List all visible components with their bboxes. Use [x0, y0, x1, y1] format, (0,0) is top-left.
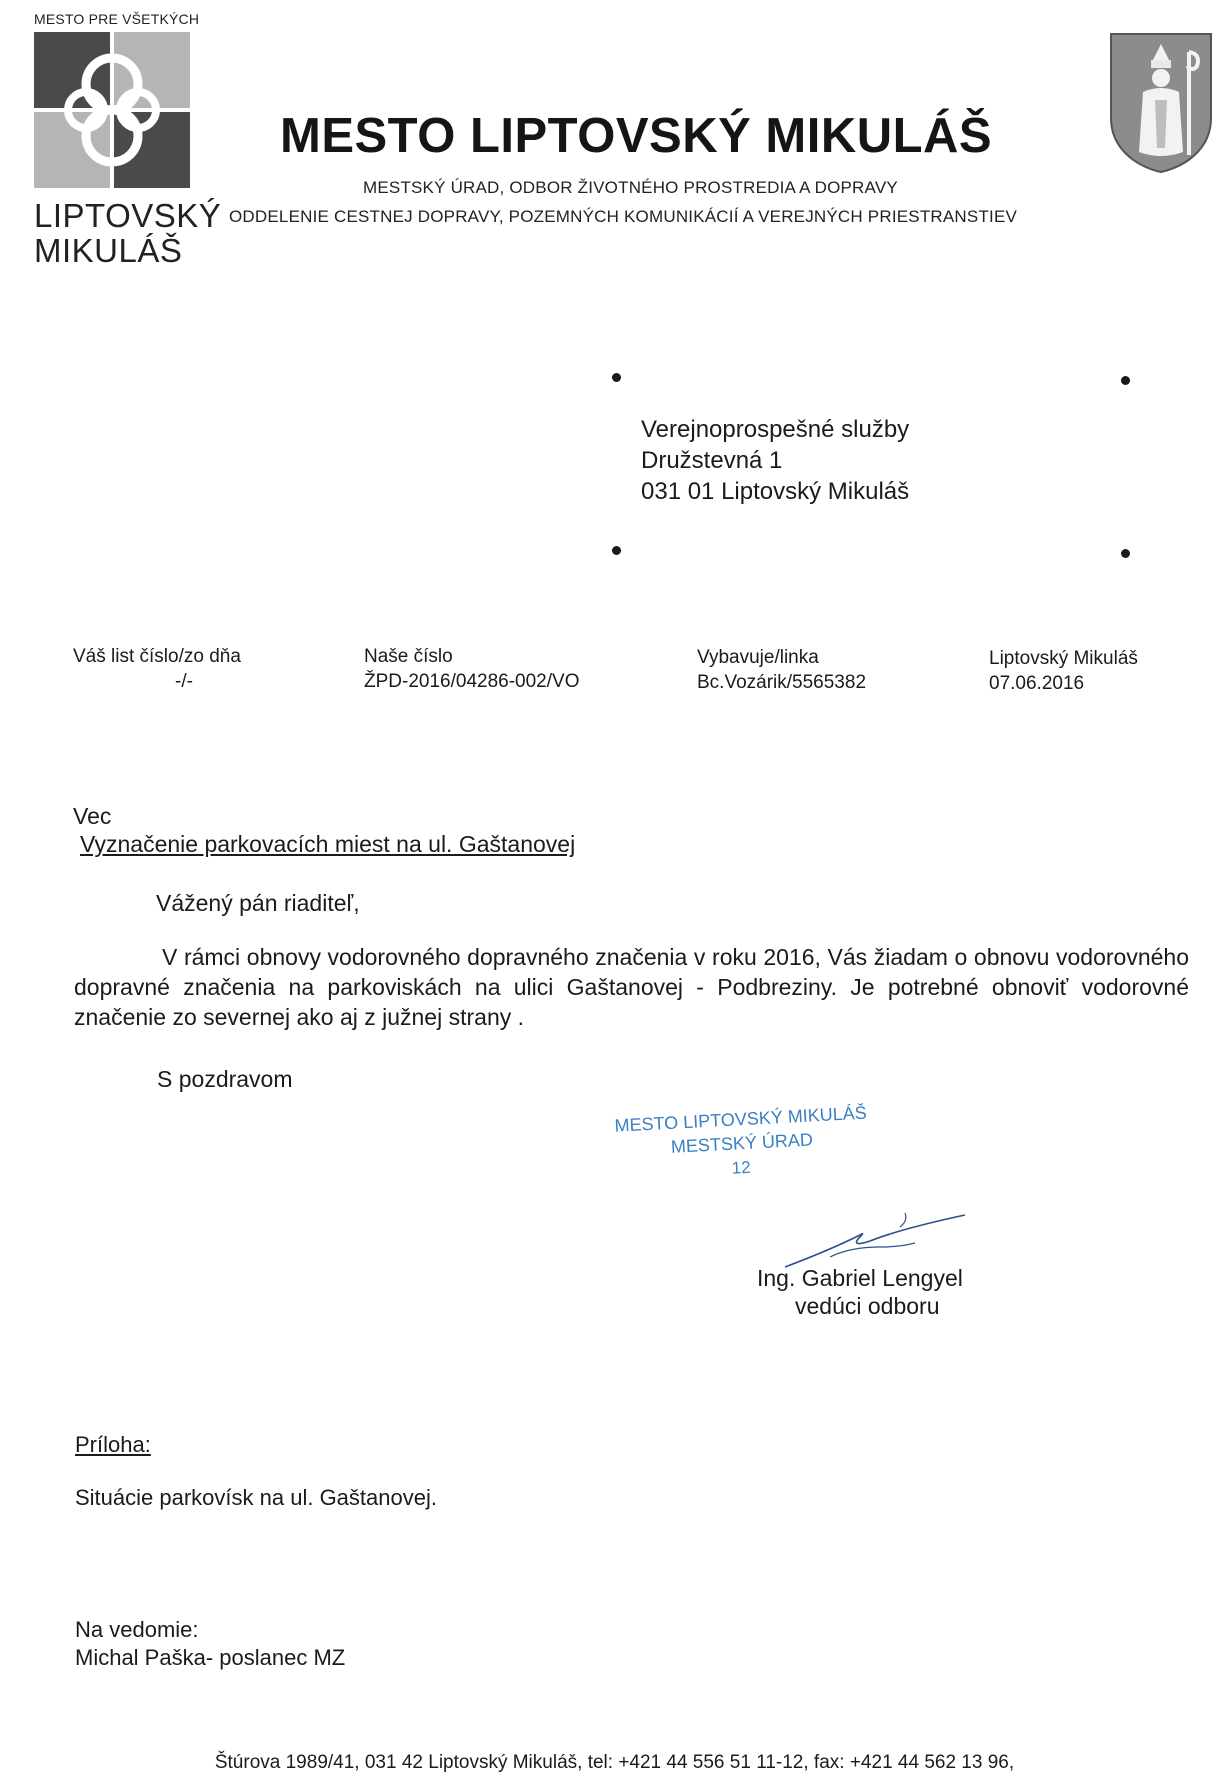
- window-mark-top-right: [1121, 376, 1130, 385]
- ref-your-letter: [73, 644, 241, 694]
- body-paragraph-text: V rámci obnovy vodorovného dopravného značenia v roku 2016, Vás žiadam o obnovu vodorovného dopravné značenia na parkoviskách na ulici Gaštanovej - Podbreziny. Je potrebné obnoviť vodorovné značenie zo severnej ako aj z južnej strany .: [74, 944, 1189, 1030]
- closing: S pozdravom: [157, 1066, 293, 1092]
- logo-name: [34, 198, 221, 268]
- subject-text: Vyznačenie parkovacích miest na ul. Gaštanovej: [80, 831, 576, 857]
- ref-place-label: Liptovský Mikuláš: [989, 648, 1138, 669]
- ref-handled-by-value: Bc.Vozárik/5565382: [697, 672, 867, 693]
- stamp-line3: 12: [731, 1157, 752, 1178]
- subject-label: Vec: [73, 803, 112, 829]
- window-mark-bottom-left: [612, 546, 621, 555]
- signatory-name: Ing. Gabriel Lengyel: [757, 1265, 963, 1291]
- ref-date-value: 07.06.2016: [989, 673, 1085, 694]
- attachment-label: Príloha:: [75, 1432, 151, 1457]
- recipient-line2: Družstevná 1: [641, 447, 783, 474]
- window-mark-top-left: [612, 373, 621, 382]
- salutation: Vážený pán riaditeľ,: [156, 890, 360, 916]
- body-paragraph: [74, 942, 1189, 1032]
- logo-name-line1: LIPTOVSKÝ: [34, 197, 222, 234]
- office-stamp: [560, 1100, 930, 1190]
- letterhead-section: ODDELENIE CESTNEJ DOPRAVY, POZEMNÝCH KOMUNIKÁCIÍ A VEREJNÝCH PRIESTRANSTIEV: [229, 207, 1018, 226]
- ref-handled-by-label: Vybavuje/linka: [697, 647, 819, 668]
- ref-our-number: [364, 644, 579, 694]
- recipient-line3: 031 01 Liptovský Mikuláš: [641, 478, 910, 505]
- city-logo-icon: [34, 32, 190, 188]
- logo-tagline: MESTO PRE VŠETKÝCH: [34, 11, 200, 27]
- ref-handled-by: [697, 645, 866, 695]
- cc-label: Na vedomie:: [75, 1617, 199, 1642]
- cc-text: Michal Paška- poslanec MZ: [75, 1645, 346, 1670]
- ref-your-letter-value: -/-: [175, 671, 193, 692]
- footer-address: Štúrova 1989/41, 031 42 Liptovský Mikuláš, tel: +421 44 556 51 11-12, fax: +421 44 562 13 96,: [214, 1752, 1015, 1773]
- signatory-role: vedúci odboru: [795, 1293, 940, 1319]
- recipient-line1: Verejnoprospešné služby: [641, 416, 910, 443]
- window-mark-bottom-right: [1121, 549, 1130, 558]
- logo-name-line2: MIKULÁŠ: [34, 232, 183, 269]
- ref-our-number-label: Naše číslo: [364, 646, 453, 667]
- ref-place-date: [989, 646, 1138, 696]
- ref-your-letter-label: Váš list číslo/zo dňa: [73, 646, 241, 667]
- letterhead-title: MESTO LIPTOVSKÝ MIKULÁŠ: [280, 109, 993, 163]
- ref-our-number-value: ŽPD-2016/04286-002/VO: [364, 671, 580, 692]
- stamp-line1: MESTO LIPTOVSKÝ MIKULÁŠ: [614, 1102, 868, 1136]
- coat-of-arms-icon: [1107, 30, 1215, 175]
- attachment-text: Situácie parkovísk na ul. Gaštanovej.: [75, 1485, 437, 1510]
- stamp-line2: MESTSKÝ ÚRAD: [670, 1129, 814, 1157]
- letterhead-department: MESTSKÝ ÚRAD, ODBOR ŽIVOTNÉHO PROSTREDIA A DOPRAVY: [363, 178, 898, 197]
